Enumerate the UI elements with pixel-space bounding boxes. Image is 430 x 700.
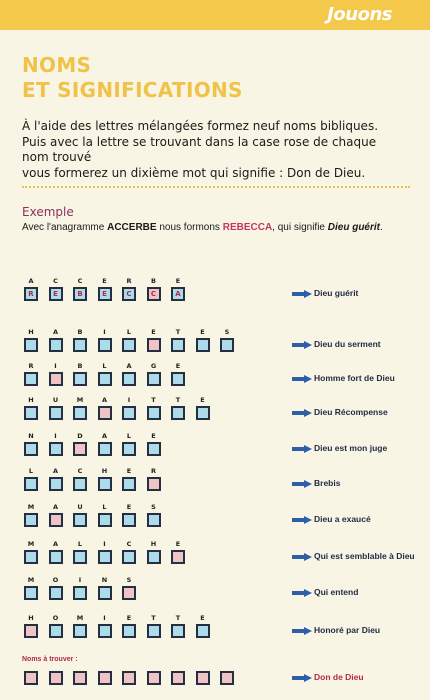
- arrow-head: [304, 627, 312, 635]
- header-bar: [0, 0, 430, 30]
- meaning-label: Dieu Récompense: [314, 407, 388, 417]
- scrambled-letter: T: [175, 614, 181, 622]
- scrambled-letter: A: [52, 540, 59, 548]
- puzzle-row: [0, 540, 430, 570]
- scrambled-letter: E: [200, 328, 205, 336]
- puzzle-row: [0, 503, 430, 533]
- right-arrow-icon: [292, 589, 312, 597]
- example-answer: REBECCA: [222, 222, 273, 233]
- scrambled-letter: I: [103, 614, 106, 622]
- arrow-head: [304, 674, 312, 682]
- final-answer-box[interactable]: [24, 671, 38, 685]
- answer-letter: B: [77, 290, 83, 298]
- scrambled-letter: I: [78, 576, 82, 584]
- final-answer-box[interactable]: [73, 671, 87, 685]
- right-arrow-icon: [292, 409, 312, 417]
- scrambled-letter: E: [175, 277, 181, 285]
- right-arrow-icon: [292, 553, 312, 561]
- answer-box-pink[interactable]: [147, 477, 161, 491]
- answer-box-pink[interactable]: [49, 513, 63, 527]
- dotted-divider: [22, 186, 410, 188]
- answer-box-pink[interactable]: [122, 586, 136, 600]
- answer-box[interactable]: [24, 406, 38, 420]
- answer-box[interactable]: [171, 372, 185, 386]
- scrambled-letter: C: [77, 467, 83, 475]
- final-answer-box[interactable]: [122, 671, 136, 685]
- answer-box[interactable]: [73, 586, 87, 600]
- scrambled-letter: M: [76, 396, 84, 404]
- scrambled-letter: T: [175, 328, 181, 336]
- answer-box: [24, 287, 38, 301]
- scrambled-letter: I: [54, 432, 57, 440]
- example-text-part: , qui signifie: [272, 222, 328, 233]
- answer-box[interactable]: [24, 550, 38, 564]
- scrambled-letter: A: [52, 467, 59, 475]
- scrambled-letter: L: [28, 467, 34, 475]
- example-text-part: nous formons: [156, 222, 223, 233]
- answer-box[interactable]: [171, 406, 185, 420]
- scrambled-letter: E: [175, 540, 181, 548]
- answer-box[interactable]: [73, 624, 87, 638]
- title-line-2: ET SIGNIFICATIONS: [22, 78, 243, 102]
- answer-box: [73, 287, 87, 301]
- example-text-part: .: [380, 222, 383, 233]
- answer-box[interactable]: [220, 338, 234, 352]
- scrambled-letter: H: [101, 467, 108, 475]
- right-arrow-icon: [292, 445, 312, 453]
- scrambled-letter: E: [151, 432, 156, 440]
- answer-box-pink[interactable]: [147, 338, 161, 352]
- answer-box[interactable]: [98, 477, 112, 491]
- scrambled-letter: T: [151, 396, 156, 404]
- arrow-head: [304, 290, 312, 298]
- final-answer-box[interactable]: [196, 671, 210, 685]
- scrambled-letter: I: [127, 396, 131, 404]
- scrambled-letter: L: [102, 362, 107, 370]
- scrambled-letter: A: [52, 328, 59, 336]
- meaning-label: Dieu est mon juge: [314, 443, 388, 453]
- answer-box[interactable]: [98, 338, 112, 352]
- puzzle-row: [0, 328, 430, 358]
- scrambled-letter: A: [101, 396, 108, 404]
- scrambled-letter: A: [126, 362, 132, 370]
- scrambled-letter: A: [101, 432, 108, 440]
- scrambled-letter: I: [103, 328, 106, 336]
- answer-box[interactable]: [98, 586, 112, 600]
- scrambled-letter: E: [200, 614, 205, 622]
- answer-box[interactable]: [24, 513, 38, 527]
- answer-box[interactable]: [122, 406, 136, 420]
- scrambled-letter: R: [28, 362, 34, 370]
- scrambled-letter: S: [126, 576, 132, 584]
- answer-box[interactable]: [122, 477, 136, 491]
- answer-letter: E: [102, 290, 107, 298]
- answer-box[interactable]: [49, 406, 63, 420]
- answer-box[interactable]: [49, 550, 63, 564]
- instructions-line: Puis avec la lettre se trouvant dans la case rose de chaque: [22, 134, 377, 149]
- final-row: [0, 661, 430, 691]
- scrambled-letter: I: [103, 540, 106, 548]
- answer-letter: C: [126, 290, 132, 298]
- answer-box: [98, 287, 112, 301]
- answer-box-pink[interactable]: [171, 550, 185, 564]
- answer-box-pink[interactable]: [98, 406, 112, 420]
- scrambled-letter: O: [52, 576, 59, 584]
- scrambled-letter: U: [52, 396, 59, 404]
- scrambled-letter: H: [28, 396, 34, 404]
- example-anagram: ACCERBE: [107, 222, 157, 233]
- answer-box[interactable]: [171, 338, 185, 352]
- answer-box[interactable]: [49, 624, 63, 638]
- scrambled-letter: I: [54, 362, 57, 370]
- scrambled-letter: B: [77, 362, 83, 370]
- scrambled-letter: R: [126, 277, 132, 285]
- final-meaning-label: Don de Dieu: [314, 672, 364, 682]
- example-meaning: Dieu guérit: [327, 222, 380, 233]
- scrambled-letter: H: [150, 540, 157, 548]
- instructions-line: À l'aide des lettres mélangées formez neuf noms bibliques.: [22, 119, 379, 133]
- answer-box-pink[interactable]: [73, 442, 87, 456]
- answer-box[interactable]: [147, 406, 161, 420]
- puzzle-row: [0, 576, 430, 606]
- answer-box[interactable]: [49, 338, 63, 352]
- example-row: [0, 277, 430, 307]
- instructions-line: vous formerez un dixième mot qui signifie : Don de Dieu.: [22, 165, 366, 180]
- meaning-label: Honoré par Dieu: [314, 625, 381, 635]
- scrambled-letter: E: [175, 362, 181, 370]
- right-arrow-icon: [292, 516, 312, 524]
- answer-box[interactable]: [147, 513, 161, 527]
- example-heading: Exemple: [22, 205, 74, 219]
- answer-box[interactable]: [122, 338, 136, 352]
- right-arrow-icon: [292, 290, 312, 298]
- answer-box[interactable]: [98, 624, 112, 638]
- final-answer-box[interactable]: [49, 671, 63, 685]
- meaning-label: Dieu du serment: [314, 339, 381, 349]
- final-label: Noms à trouver :: [22, 656, 78, 663]
- answer-box[interactable]: [147, 550, 161, 564]
- meaning-label: Qui est semblable à Dieu: [314, 551, 415, 561]
- scrambled-letter: T: [175, 396, 181, 404]
- answer-box[interactable]: [147, 372, 161, 386]
- scrambled-letter: M: [27, 503, 35, 511]
- arrow-head: [304, 480, 312, 488]
- scrambled-letter: N: [28, 432, 34, 440]
- answer-box[interactable]: [49, 477, 63, 491]
- scrambled-letter: M: [27, 540, 35, 548]
- instructions-line: nom trouvé: [22, 150, 92, 164]
- scrambled-letter: R: [150, 467, 156, 475]
- final-answer-box[interactable]: [171, 671, 185, 685]
- answer-box[interactable]: [122, 442, 136, 456]
- answer-box[interactable]: [24, 477, 38, 491]
- scrambled-letter: L: [77, 540, 83, 548]
- arrow-head: [304, 516, 312, 524]
- scrambled-letter: S: [224, 328, 230, 336]
- scrambled-letter: O: [52, 614, 59, 622]
- scrambled-letter: A: [52, 503, 59, 511]
- scrambled-letter: L: [126, 432, 132, 440]
- answer-letter: A: [175, 290, 181, 298]
- example-text-part: Avec l'anagramme: [22, 222, 108, 233]
- answer-box[interactable]: [147, 442, 161, 456]
- meaning-label: Homme fort de Dieu: [314, 373, 395, 383]
- answer-box[interactable]: [73, 372, 87, 386]
- answer-box[interactable]: [196, 624, 210, 638]
- answer-box[interactable]: [122, 372, 136, 386]
- scrambled-letter: C: [126, 540, 132, 548]
- meaning-label: Brebis: [314, 478, 341, 488]
- answer-box[interactable]: [73, 338, 87, 352]
- scrambled-letter: C: [77, 277, 83, 285]
- answer-box[interactable]: [122, 513, 136, 527]
- answer-box-pink[interactable]: [49, 372, 63, 386]
- answer-box[interactable]: [147, 624, 161, 638]
- right-arrow-icon: [292, 627, 312, 635]
- brand-logo: Jouons: [327, 4, 392, 25]
- answer-box[interactable]: [98, 372, 112, 386]
- right-arrow-icon: [292, 341, 312, 349]
- scrambled-letter: N: [101, 576, 108, 584]
- answer-box[interactable]: [24, 586, 38, 600]
- puzzle-row: [0, 396, 430, 426]
- scrambled-letter: S: [151, 503, 156, 511]
- answer-box-pink[interactable]: [24, 624, 38, 638]
- answer-box: [49, 287, 63, 301]
- answer-box[interactable]: [49, 442, 63, 456]
- scrambled-letter: B: [151, 277, 156, 285]
- page-title: [22, 53, 243, 103]
- arrow-head: [304, 341, 312, 349]
- scrambled-letter: M: [27, 576, 35, 584]
- answer-box: [122, 287, 136, 301]
- right-arrow-icon: [292, 375, 312, 383]
- scrambled-letter: E: [151, 328, 156, 336]
- final-answer-box[interactable]: [98, 671, 112, 685]
- scrambled-letter: C: [53, 277, 58, 285]
- meaning-label: Dieu guérit: [314, 288, 359, 298]
- scrambled-letter: G: [150, 362, 157, 370]
- answer-box[interactable]: [73, 513, 87, 527]
- meaning-label: Dieu a exaucé: [314, 514, 371, 524]
- final-answer-box[interactable]: [147, 671, 161, 685]
- right-arrow-icon: [292, 674, 312, 682]
- scrambled-letter: E: [126, 467, 132, 475]
- scrambled-letter: U: [77, 503, 83, 511]
- scrambled-letter: T: [151, 614, 156, 622]
- answer-box[interactable]: [196, 338, 210, 352]
- arrow-head: [304, 589, 312, 597]
- answer-box[interactable]: [24, 338, 38, 352]
- arrow-head: [304, 409, 312, 417]
- answer-box[interactable]: [98, 550, 112, 564]
- puzzle-row: [0, 614, 430, 644]
- scrambled-letter: A: [28, 277, 34, 285]
- puzzle-row: [0, 362, 430, 392]
- scrambled-letter: B: [77, 328, 83, 336]
- arrow-head: [304, 445, 312, 453]
- title-line-1: NOMS: [22, 53, 92, 77]
- final-answer-box[interactable]: [220, 671, 234, 685]
- scrambled-letter: E: [200, 396, 205, 404]
- answer-box[interactable]: [73, 477, 87, 491]
- answer-box[interactable]: [24, 372, 38, 386]
- right-arrow-icon: [292, 480, 312, 488]
- scrambled-letter: E: [126, 614, 132, 622]
- meaning-label: Qui entend: [314, 587, 359, 597]
- answer-letter: E: [53, 290, 58, 298]
- answer-box: [171, 287, 185, 301]
- arrow-head: [304, 375, 312, 383]
- puzzle-row: [0, 432, 430, 462]
- answer-box[interactable]: [171, 624, 185, 638]
- example-text: [22, 222, 383, 233]
- answer-box[interactable]: [122, 624, 136, 638]
- scrambled-letter: E: [126, 503, 132, 511]
- puzzle-row: [0, 467, 430, 497]
- scrambled-letter: H: [28, 614, 34, 622]
- scrambled-letter: D: [77, 432, 83, 440]
- answer-box[interactable]: [122, 550, 136, 564]
- answer-box[interactable]: [98, 513, 112, 527]
- instructions: [22, 119, 417, 181]
- answer-box[interactable]: [73, 406, 87, 420]
- scrambled-letter: L: [102, 503, 107, 511]
- answer-box[interactable]: [24, 442, 38, 456]
- scrambled-letter: L: [126, 328, 132, 336]
- answer-box[interactable]: [73, 550, 87, 564]
- scrambled-letter: M: [76, 614, 84, 622]
- answer-box[interactable]: [196, 406, 210, 420]
- scrambled-letter: H: [28, 328, 34, 336]
- answer-box[interactable]: [49, 586, 63, 600]
- answer-letter: R: [28, 290, 34, 298]
- answer-box-pink: [147, 287, 161, 301]
- answer-letter: C: [150, 290, 157, 298]
- scrambled-letter: E: [102, 277, 107, 285]
- arrow-head: [304, 553, 312, 561]
- answer-box[interactable]: [98, 442, 112, 456]
